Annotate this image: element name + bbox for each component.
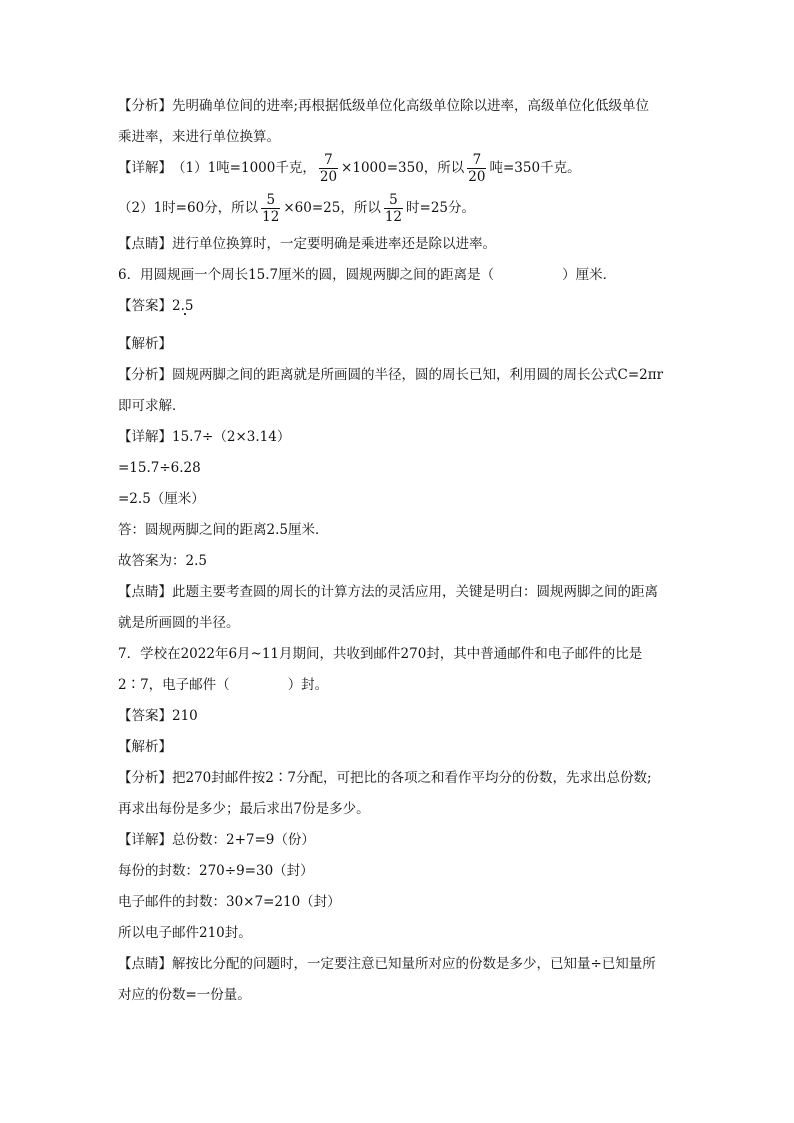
question-text: 6．用圆规画一个周长15.7厘米的圆，圆规两脚之间的距离是（ [118, 267, 495, 283]
detail-line: 每份的封数：270÷9=30（封） [118, 863, 314, 879]
comment-line: 对应的份数=一份量。 [118, 987, 251, 1003]
analysis-line: 即可求解． [118, 398, 186, 414]
analysis-text: 先明确单位间的进率;再根据低级单位化高级单位除以进率，高级单位化低级单位 [172, 98, 650, 114]
detail-text: （1）1吨=1000千克， [172, 160, 316, 176]
question-7-cont [118, 675, 678, 695]
denominator: 12 [262, 208, 280, 225]
comment-tag: 【点睛】 [118, 236, 172, 252]
analysis-tag: 【分析】 [118, 367, 172, 383]
denominator: 12 [384, 208, 403, 225]
detail-text: 总份数：2+7=9（份） [172, 832, 315, 848]
analysis-text: 把270封邮件按2∶7分配，可把比的各项之和看作平均分的份数，先求出总份数; [172, 770, 652, 786]
solution-heading: 【解析】 [118, 336, 172, 352]
fraction [384, 192, 403, 225]
detail-tag: 【详解】 [118, 160, 172, 176]
detail-tag: 【详解】 [118, 429, 172, 445]
answer-tag: 【答案】 [118, 708, 172, 724]
detail-text: 15.7÷（2×3.14） [172, 429, 291, 445]
question-text: ）封。 [287, 677, 329, 693]
answer-line [118, 296, 678, 316]
comment-line [118, 234, 678, 254]
question-text: ）厘米． [562, 267, 617, 283]
numerator: 7 [472, 151, 482, 168]
detail-text: ×60=25，所以 [283, 200, 381, 216]
fraction [319, 152, 338, 185]
comment-text: 解按比分配的问题时，一定要注意已知量所对应的份数是多少，已知量÷已知量所 [172, 956, 656, 972]
answer-statement: 答：圆规两脚之间的距离2.5厘米． [118, 522, 329, 538]
numerator: 5 [389, 191, 398, 208]
analysis-line: 乘进率，来进行单位换算。 [118, 129, 280, 145]
document-page [118, 96, 678, 1005]
detail-text: ×1000=350，所以 [341, 160, 465, 176]
comment-tag: 【点睛】 [118, 956, 172, 972]
comment-line [118, 954, 678, 974]
detail-line [118, 427, 678, 447]
analysis-line [118, 365, 678, 385]
detail-line: 电子邮件的封数：30×7=210（封） [118, 894, 341, 910]
numerator: 7 [324, 151, 333, 168]
analysis-tag: 【分析】 [118, 770, 172, 786]
denominator: 20 [468, 168, 486, 185]
analysis-text: 圆规两脚之间的距离就是所画圆的半径，圆的周长已知，利用圆的周长公式C=2πr [172, 367, 664, 383]
detail-text: （2）1时=60分，所以 [118, 200, 259, 216]
question-6 [118, 265, 678, 285]
analysis-line: 再求出每份是多少；最后求出7份是多少。 [118, 801, 370, 817]
answer-value: 210 [172, 708, 198, 724]
detail-line: =2.5（厘米） [118, 491, 205, 507]
comment-line [118, 582, 678, 602]
comment-text: 此题主要考查圆的周长的计算方法的灵活应用，关键是明白：圆规两脚之间的距离 [172, 584, 658, 600]
analysis-line [118, 768, 678, 788]
answer-value: 2.5 [172, 298, 194, 314]
comment-tag: 【点睛】 [118, 584, 172, 600]
question-7: 7．学校在2022年6月~11月期间，共收到邮件270封，其中普通邮件和电子邮件的比是 [118, 646, 643, 662]
fraction [467, 152, 486, 185]
denominator: 20 [319, 168, 338, 185]
answer-tag: 【答案】 [118, 298, 172, 314]
comment-line: 就是所画圆的半径。 [118, 615, 240, 631]
detail-line [118, 151, 678, 185]
answer-line [118, 706, 678, 726]
numerator: 5 [266, 191, 276, 208]
detail-line: =15.7÷6.28 [118, 460, 201, 476]
conclusion-line: 所以电子邮件210封。 [118, 925, 252, 941]
final-answer: 故答案为：2.5 [118, 553, 207, 569]
question-text: 2∶7，电子邮件（ [118, 677, 230, 693]
detail-text: 时=25分。 [406, 200, 476, 216]
comment-text: 进行单位换算时，一定要明确是乘进率还是除以进率。 [172, 236, 496, 252]
detail-text: 吨=350千克。 [489, 160, 581, 176]
detail-tag: 【详解】 [118, 832, 172, 848]
detail-line [118, 191, 678, 225]
fraction [261, 192, 280, 225]
analysis-tag: 【分析】 [118, 98, 172, 114]
solution-heading: 【解析】 [118, 739, 172, 755]
analysis-line [118, 96, 678, 116]
detail-line [118, 830, 678, 850]
